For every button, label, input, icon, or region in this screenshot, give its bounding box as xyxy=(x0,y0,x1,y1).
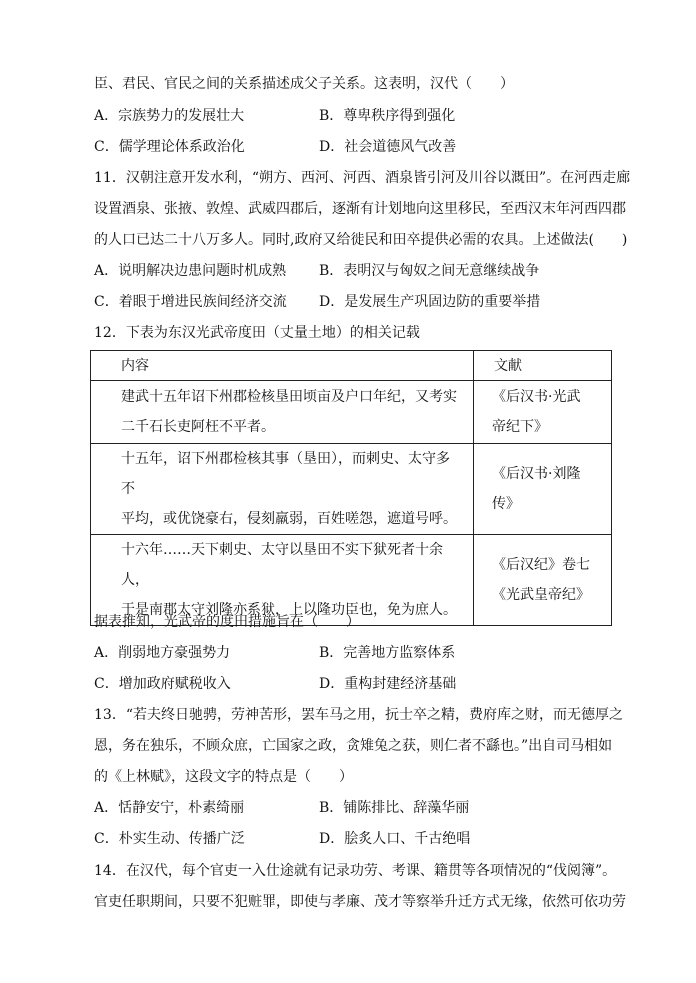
table-header-content: 内容 xyxy=(91,351,474,381)
q11-option-c[interactable]: C．着眼于增进民族间经济交流 xyxy=(94,294,287,310)
table-row xyxy=(91,444,612,535)
q12-option-a[interactable]: A．削弱地方豪强势力 xyxy=(94,645,231,661)
table-header-source: 文献 xyxy=(474,351,612,381)
q13-stem-line: 13．“若夫终日驰骋，劳神苦形，罢车马之用，抏士卒之精，费府库之财，而无德厚之 xyxy=(94,707,623,723)
q13-option-d[interactable]: D．脍炙人口、千古绝唱 xyxy=(319,831,471,847)
q10-option-c[interactable]: C．儒学理论体系政治化 xyxy=(94,139,245,155)
q14-stem-line: 官吏任职期间，只要不犯赃罪，即使与孝廉、茂才等察举升迁方式无缘，依然可依功劳 xyxy=(94,894,626,910)
q13-stem-line: 恩，务在独乐，不顾众庶，亡国家之政，贪雉兔之获，则仁者不繇也。”出自司马相如 xyxy=(94,738,613,754)
q13-option-c[interactable]: C．朴实生动、传播广泛 xyxy=(94,831,245,847)
table-cell-content: 十五年，诏下州郡检核其事（垦田），而刺史、太守多不 平均，或优饶豪右，侵刻羸弱，百姓嗟怨，遮道号呼。 xyxy=(91,444,474,535)
q12-stem: 12．下表为东汉光武帝度田（丈量土地）的相关记载 xyxy=(94,325,420,341)
q10-option-b[interactable]: B．尊卑秩序得到强化 xyxy=(319,108,456,124)
table-header-row xyxy=(91,351,612,381)
q10-stem-tail: 臣、君民、官民之间的关系描述成父子关系。这表明，汉代（ ） xyxy=(94,76,514,92)
q12-question: 据表推知，光武帝的度田措施旨在（ ） xyxy=(94,614,360,630)
q11-stem-line: 的人口已达二十八万多人。同时,政府又给徙民和田卒提供必需的农具。上述做法( ) xyxy=(94,232,628,248)
table-cell-source: 《后汉书·刘隆 传》 xyxy=(474,444,612,535)
q12-option-d[interactable]: D．重构封建经济基础 xyxy=(319,676,457,692)
table-cell-source: 《后汉书·光武 帝纪下》 xyxy=(474,381,612,444)
table-cell-source: 《后汉纪》卷七 《光武皇帝纪》 xyxy=(474,535,612,626)
table-cell-content: 十六年……天下刺史、太守以垦田不实下狱死者十余人， 于是南郡太守刘隆亦系狱，上以隆功臣也，免为庶人。 xyxy=(91,535,474,626)
table-cell-content: 建武十五年诏下州郡检核垦田顷亩及户口年纪，又考实 二千石长吏阿枉不平者。 xyxy=(91,381,474,444)
q10-option-a[interactable]: A．宗族势力的发展壮大 xyxy=(94,108,245,124)
q12-option-c[interactable]: C．增加政府赋税收入 xyxy=(94,676,231,692)
q14-stem-line: 14．在汉代，每个官吏一入仕途就有记录功劳、考课、籍贯等各项情况的“伐阅簿”。 xyxy=(94,863,617,879)
q10-option-d[interactable]: D．社会道德风气改善 xyxy=(319,139,457,155)
q11-option-a[interactable]: A．说明解决边患问题时机成熟 xyxy=(94,263,287,279)
q13-stem-line: 的《上林赋》，这段文字的特点是（ ） xyxy=(94,769,353,785)
q11-stem-line: 设置酒泉、张掖、敦煌、武威四郡后，逐渐有计划地向这里移民，至西汉末年河西四郡 xyxy=(94,201,626,217)
q11-option-b[interactable]: B．表明汉与匈奴之间无意继续战争 xyxy=(319,263,540,279)
q12-option-b[interactable]: B．完善地方监察体系 xyxy=(319,645,456,661)
q13-option-b[interactable]: B．铺陈排比、辞藻华丽 xyxy=(319,800,470,816)
q11-stem-line: 11．汉朝注意开发水利，“朔方、西河、河西、酒泉皆引河及川谷以溉田”。在河西走廊 xyxy=(94,170,631,186)
table-row xyxy=(91,381,612,444)
q11-option-d[interactable]: D．是发展生产巩固边防的重要举措 xyxy=(319,294,541,310)
q13-option-a[interactable]: A．恬静安宁，朴素绮丽 xyxy=(94,800,245,816)
q12-record-table xyxy=(90,350,612,626)
